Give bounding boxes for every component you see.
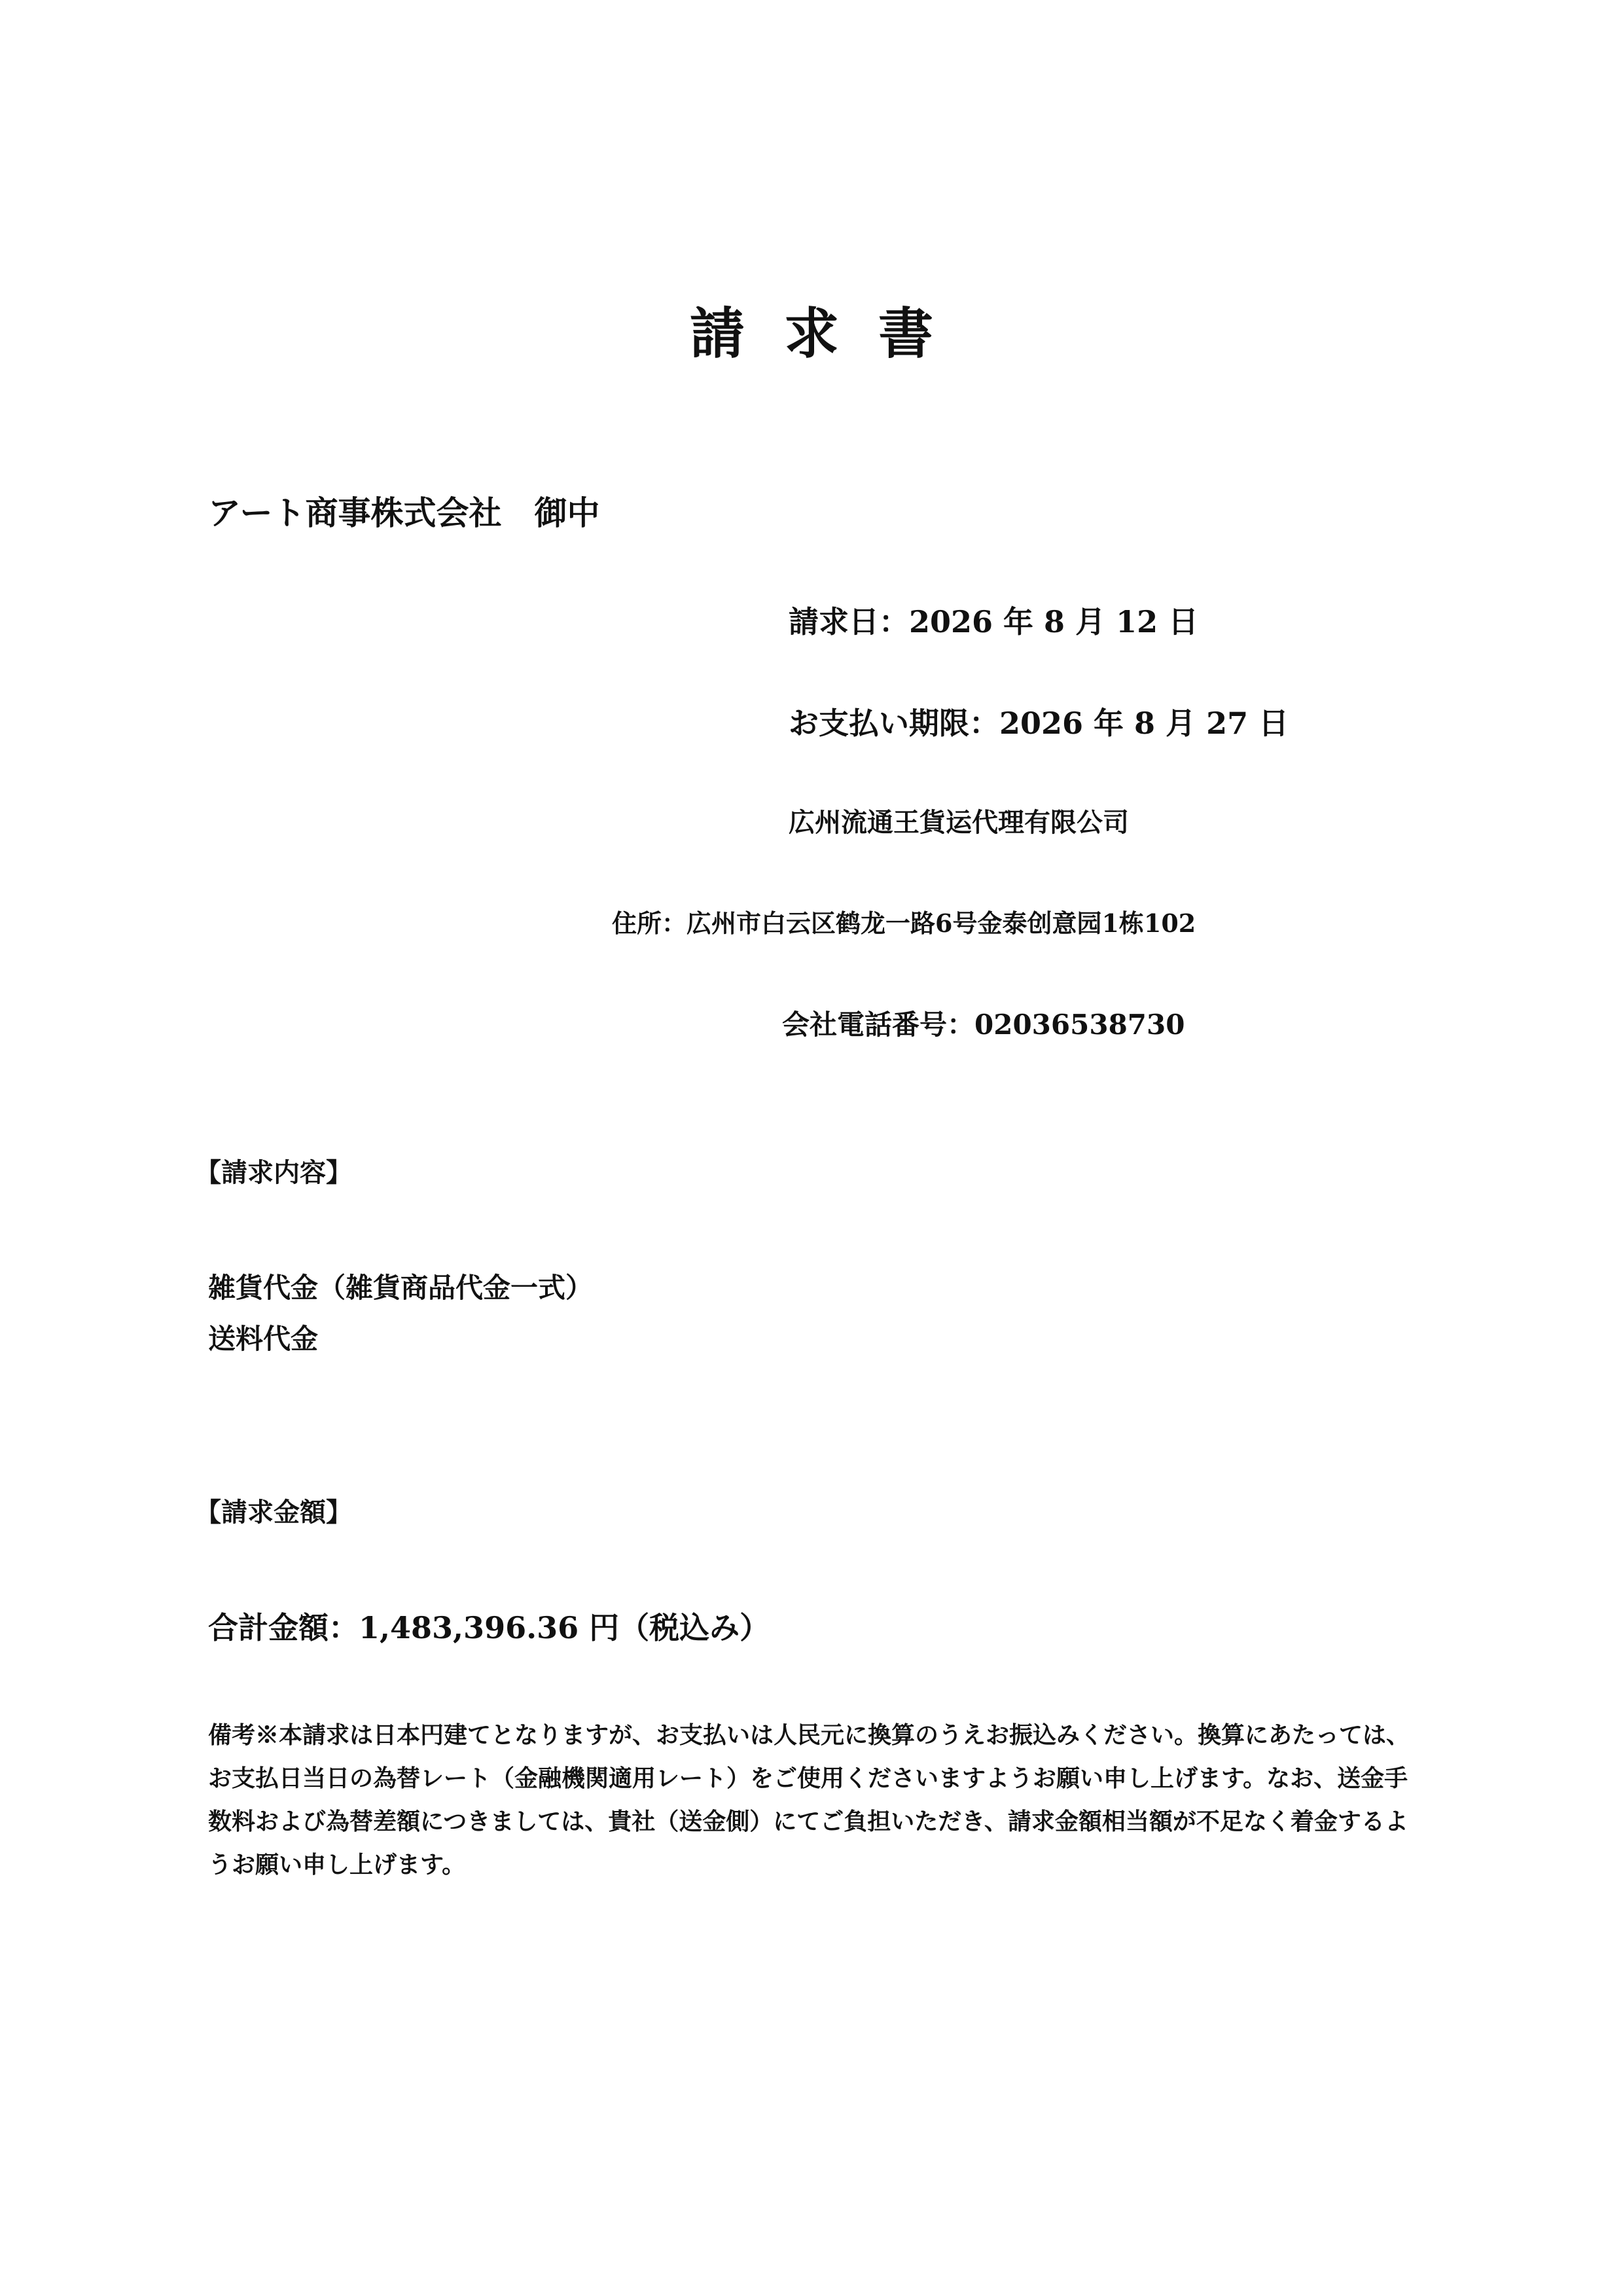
issuer-company-name: 広州流通王貨运代理有限公司 <box>789 807 1129 838</box>
recipient-name: アート商事株式会社 御中 <box>208 493 600 532</box>
document-title: 請求書 <box>689 301 972 366</box>
payment-due-date: お支払い期限：2026 年 8 月 27 日 <box>789 706 1289 741</box>
invoice-date: 請求日：2026 年 8 月 12 日 <box>789 604 1199 639</box>
billing-item: 雑貨代金（雑貨商品代金一式） <box>208 1272 594 1304</box>
remarks-note: 備考※本請求は日本円建てとなりますが、お支払いは人民元に換算のうえお振込みください。換算にあたっては、お支払日当日の為替レート（金融機関適用レート）をご使用くださいますようお願い申し上げます。なお、送金手数料および為替差額につきましては、貴社（送金側）にてご負担いただき、請求金額相当額が不足なく着金するようお願い申し上げます。 <box>208 1721 1410 1878</box>
billing-amount-heading: 【請求金額】 <box>195 1497 352 1528</box>
total-amount: 合計金額：1,483,396.36 円（税込み） <box>208 1610 770 1645</box>
issuer-phone: 会社電話番号：02036538730 <box>782 1009 1185 1041</box>
issuer-address: 住所：広州市白云区鹤龙一路6号金泰创意园1栋102 <box>612 908 1196 938</box>
billing-content-heading: 【請求内容】 <box>195 1157 352 1188</box>
billing-item: 送料代金 <box>208 1323 319 1355</box>
